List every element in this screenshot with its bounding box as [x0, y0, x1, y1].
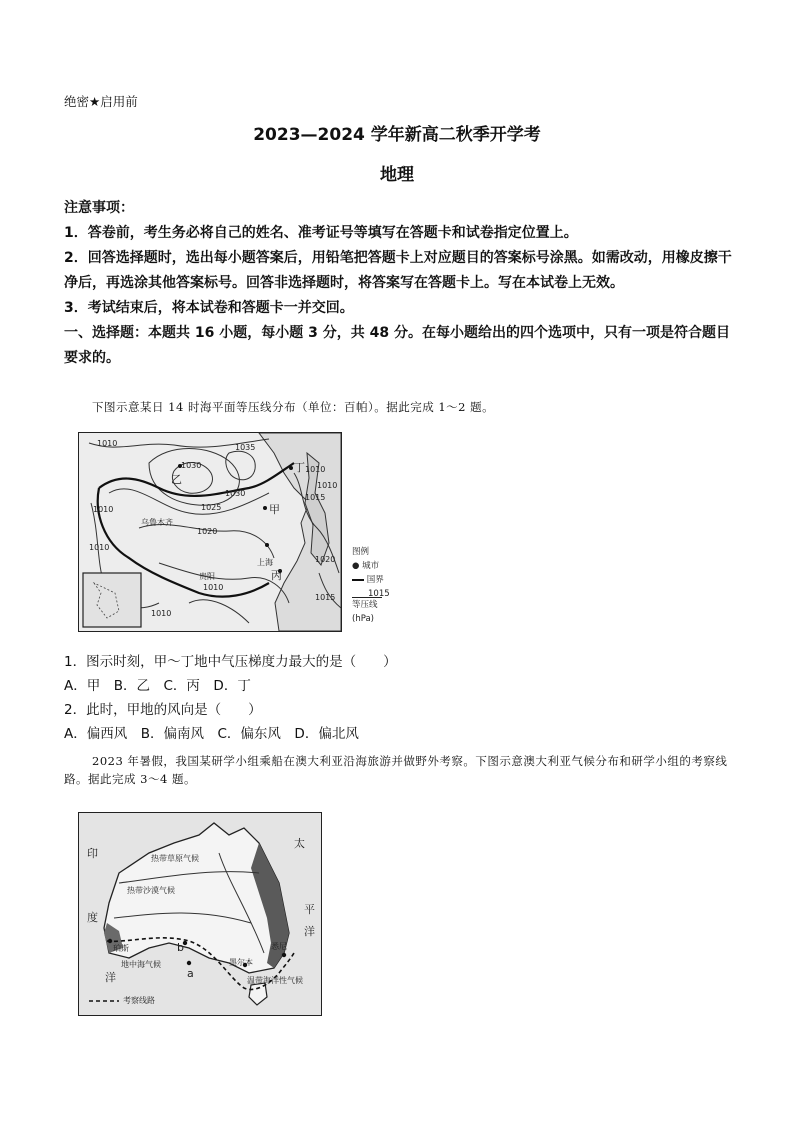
instructions	[64, 196, 734, 371]
city-label: 悉尼	[271, 942, 287, 951]
ocean-label: 洋	[105, 971, 116, 984]
instructions-heading: 注意事项：	[64, 200, 134, 216]
legend-border: 国界	[352, 573, 390, 587]
route-legend-label: 考察线路	[123, 996, 155, 1005]
point-label: a	[187, 967, 194, 980]
climate-label: 温带海洋性气候	[247, 976, 303, 985]
isobar-label: 1010	[305, 465, 326, 474]
city-label: 墨尔本	[229, 958, 253, 967]
isobar-label: 1030	[225, 489, 246, 498]
group1-questions	[64, 650, 734, 746]
ocean-label: 度	[87, 911, 98, 924]
isobar-label: 1020	[315, 555, 336, 564]
city-label: 珀斯	[113, 944, 129, 953]
isobar-label: 1010	[89, 543, 110, 552]
group1-intro: 下图示意某日 14 时海平面等压线分布（单位：百帕）。据此完成 1～2 题。	[92, 400, 495, 414]
isobar-label: 1010	[151, 609, 172, 618]
isobar-label: 1020	[197, 527, 218, 536]
isobar-map-legend	[352, 545, 390, 626]
place-label: 乙	[171, 473, 182, 486]
instruction-item-3: 3．考试结束后，将本试卷和答题卡一并交回。	[64, 300, 354, 316]
question-2-stem: 2．此时，甲地的风向是（ ）	[64, 702, 262, 718]
border-line-icon	[352, 579, 364, 581]
climate-label: 热带沙漠气候	[127, 886, 175, 895]
city-dot-icon: ●	[352, 561, 363, 571]
isobar-label: 1035	[235, 443, 256, 452]
question-2-options: A．偏西风 B．偏南风 C．偏东风 D．偏北风	[64, 726, 359, 742]
instruction-item-2: 2．回答选择题时，选出每小题答案后，用铅笔把答题卡上对应题目的答案标号涂黑。如需改动，用橡皮擦干净后，再选涂其他答案标号。回答非选择题时，将答案写在答题卡上。写在本试卷上无效。	[64, 250, 732, 291]
place-label: 甲	[269, 503, 280, 516]
isobar-label: 1015	[305, 493, 326, 502]
legend-isobar-value: 1015	[368, 589, 390, 599]
instruction-item-1: 1．答卷前，考生务必将自己的姓名、准考证号等填写在答题卡和试卷指定位置上。	[64, 225, 578, 241]
isobar-label: 1010	[203, 583, 224, 592]
isobar-label: 1025	[201, 503, 222, 512]
subject-title: 地理	[380, 165, 414, 185]
question-1-options: A．甲 B．乙 C．丙 D．丁	[64, 678, 251, 694]
question-1-stem: 1．图示时刻，甲～丁地中气压梯度力最大的是（ ）	[64, 654, 397, 670]
ocean-label: 洋	[304, 925, 315, 938]
isobar-map	[78, 432, 342, 632]
isobar-label: 1010	[97, 439, 118, 448]
group2-intro: 2023 年暑假，我国某研学小组乘船在澳大利亚沿海旅游并做野外考察。下图示意澳大利亚气候分布和研学小组的考察线路。据此完成 3～4 题。	[64, 754, 728, 786]
place-label: 丁	[294, 461, 305, 474]
legend-title: 图例	[352, 547, 370, 557]
legend-isobar: 等压线	[352, 600, 378, 610]
australia-climate-map	[78, 812, 322, 1016]
exam-title: 2023—2024 学年新高二秋季开学考	[253, 125, 541, 145]
legend-city: ● 城市	[352, 561, 380, 571]
isobar-label: 1015	[315, 593, 336, 602]
place-label: 丙	[271, 569, 282, 582]
place-label: 乌鲁木齐	[141, 518, 173, 527]
isobar-label: 1030	[181, 461, 202, 470]
confidential-mark: 绝密★启用前	[64, 94, 138, 109]
place-label: 贵阳	[199, 572, 215, 581]
place-label: 上海	[257, 558, 273, 567]
climate-label: 热带草原气候	[151, 854, 199, 863]
section-heading: 一、选择题：本题共 16 小题，每小题 3 分，共 48 分。在每小题给出的四个选项中，只有一项是符合题目要求的。	[64, 325, 730, 366]
ocean-label: 平	[304, 903, 315, 916]
climate-label: 地中海气候	[121, 960, 161, 969]
point-label: b	[177, 941, 184, 954]
ocean-label: 太	[294, 837, 305, 850]
isobar-label: 1010	[317, 481, 338, 490]
legend-unit: (hPa)	[352, 614, 374, 624]
ocean-label: 印	[87, 847, 98, 860]
isobar-label: 1010	[93, 505, 114, 514]
